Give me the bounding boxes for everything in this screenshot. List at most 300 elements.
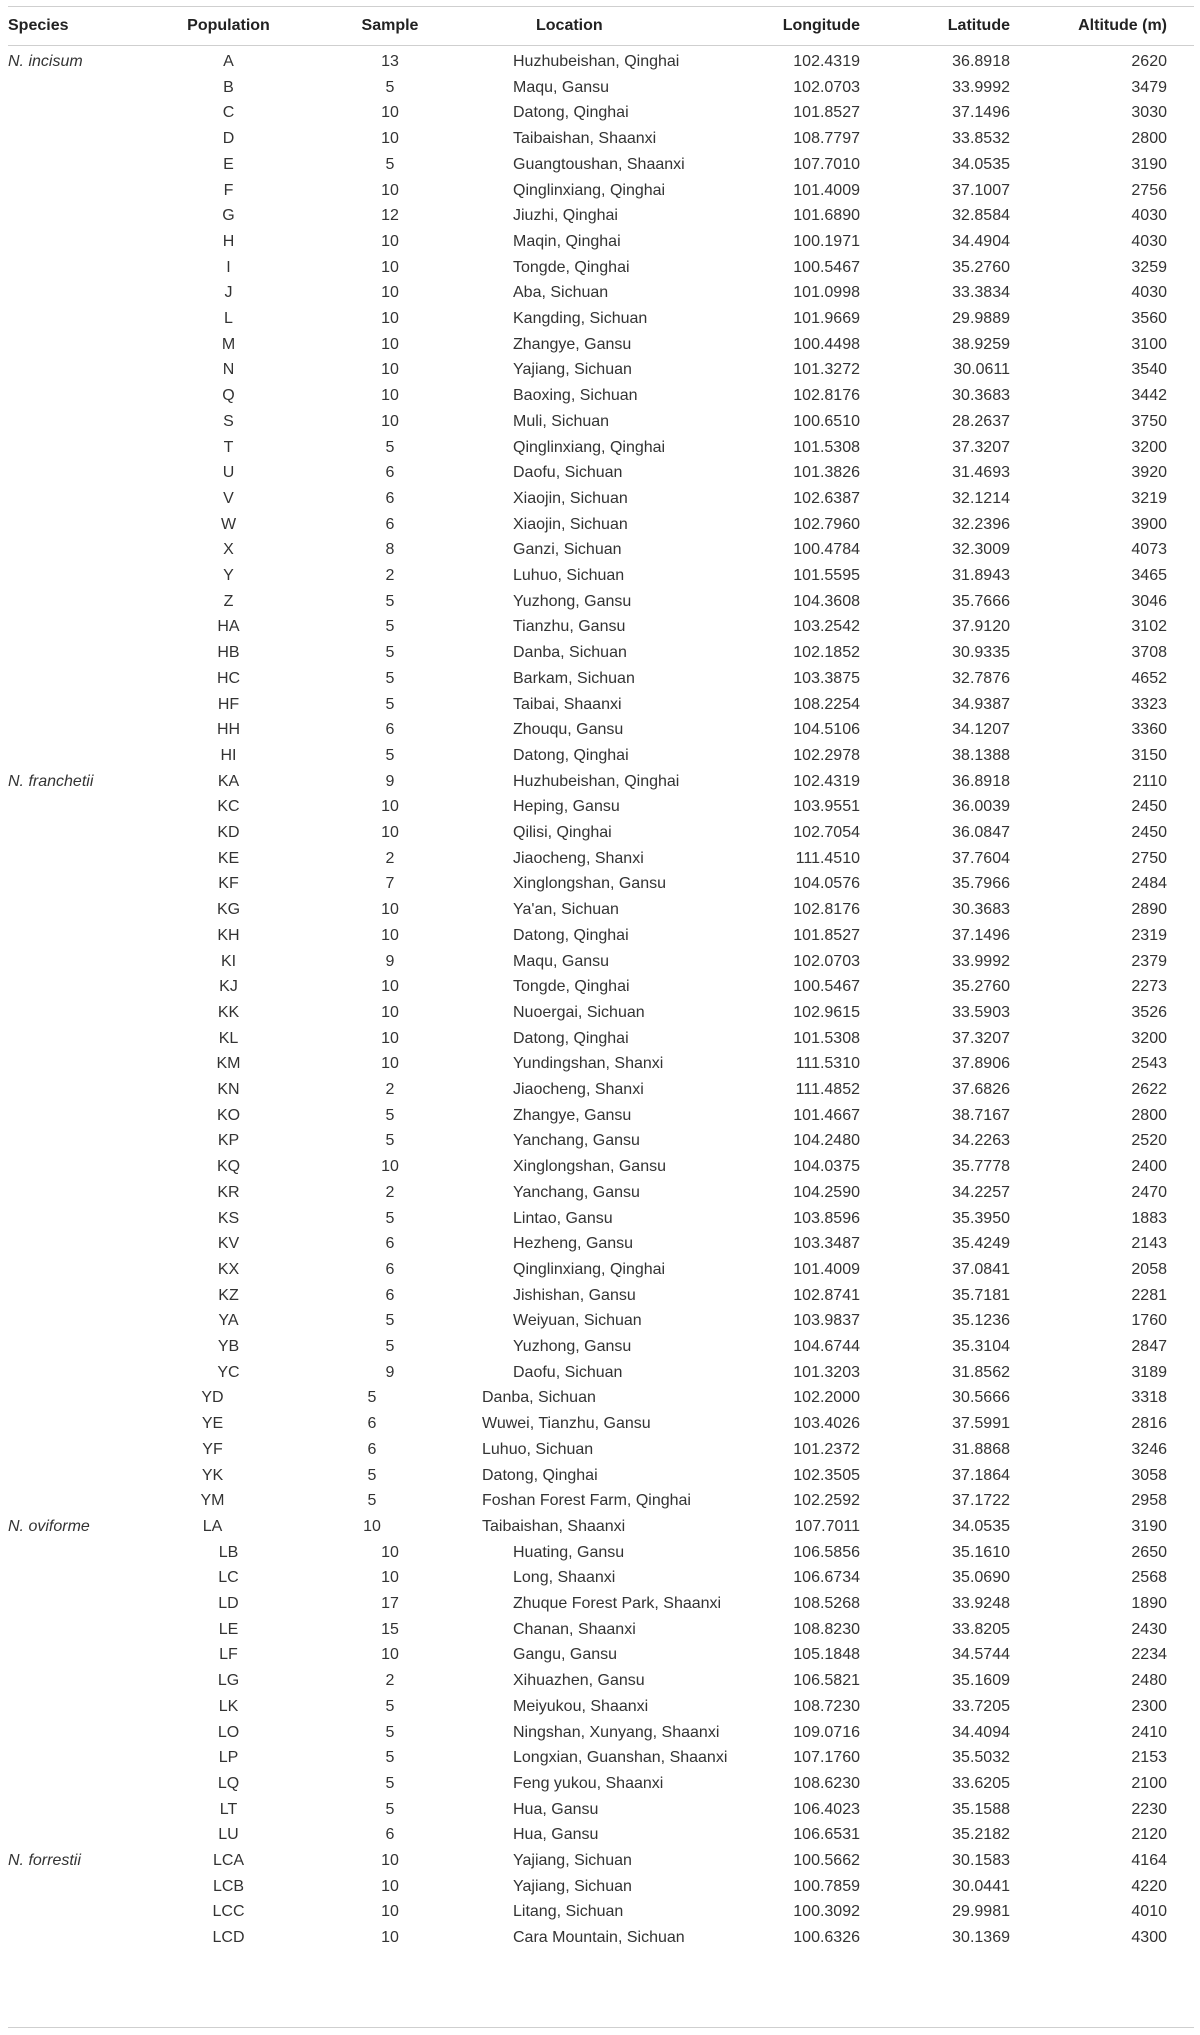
location-cell: Huzhubeishan, Qinghai [513, 772, 680, 790]
latitude-cell: 29.9981 [952, 1903, 1010, 1921]
sample-cell: 5 [385, 1723, 395, 1741]
latitude-cell: 37.1864 [952, 1466, 1010, 1484]
latitude-cell: 34.4094 [952, 1723, 1010, 1741]
table-row [0, 973, 1200, 1000]
longitude-cell: 101.8527 [793, 104, 860, 122]
table-row [0, 1487, 1200, 1514]
location-cell: Jiuzhi, Qinghai [513, 207, 618, 225]
table-row [0, 1307, 1200, 1334]
altitude-cell: 2480 [1131, 1672, 1167, 1690]
population-cell: KR [217, 1183, 240, 1201]
altitude-cell: 4652 [1131, 669, 1167, 687]
latitude-cell: 30.5666 [952, 1389, 1010, 1407]
location-cell: Heping, Gansu [513, 798, 620, 816]
table-row [0, 948, 1200, 975]
latitude-cell: 37.1496 [952, 926, 1010, 944]
header-longitude: Longitude [782, 17, 860, 34]
altitude-cell: 3323 [1131, 695, 1167, 713]
altitude-cell: 3708 [1131, 644, 1167, 662]
altitude-cell: 3100 [1131, 335, 1167, 353]
latitude-cell: 38.9259 [952, 335, 1010, 353]
longitude-cell: 108.2254 [793, 695, 860, 713]
location-cell: Xinglongshan, Gansu [513, 1158, 666, 1176]
population-cell: KV [217, 1235, 240, 1253]
longitude-cell: 100.4498 [793, 335, 860, 353]
sample-cell: 10 [381, 1158, 399, 1176]
population-cell: LT [219, 1800, 238, 1818]
table-row [0, 459, 1200, 486]
population-cell: M [221, 335, 236, 353]
latitude-cell: 31.8562 [952, 1363, 1010, 1381]
longitude-cell: 102.9615 [793, 1003, 860, 1021]
longitude-cell: 102.6387 [793, 489, 860, 507]
altitude-cell: 4030 [1131, 207, 1167, 225]
longitude-cell: 101.6890 [793, 207, 860, 225]
location-cell: Xiaojin, Sichuan [513, 515, 628, 533]
longitude-cell: 101.5308 [793, 438, 860, 456]
latitude-cell: 31.4693 [952, 464, 1010, 482]
latitude-cell: 33.7205 [952, 1697, 1010, 1715]
population-cell: J [224, 284, 233, 302]
location-cell: Guangtoushan, Shaanxi [513, 155, 685, 173]
population-cell: Z [223, 592, 234, 610]
table-row [0, 1384, 1200, 1411]
altitude-cell: 2756 [1131, 181, 1167, 199]
population-cell: KA [217, 772, 240, 790]
latitude-cell: 37.3207 [952, 438, 1010, 456]
sample-cell: 2 [385, 1081, 395, 1098]
latitude-cell: 35.7666 [952, 592, 1010, 610]
latitude-cell: 36.0039 [952, 798, 1010, 816]
location-cell: Taibai, Shaanxi [513, 695, 622, 713]
location-cell: Ganzi, Sichuan [513, 541, 622, 559]
sample-cell: 10 [381, 1877, 399, 1895]
altitude-cell: 2800 [1131, 130, 1167, 148]
altitude-cell: 2120 [1131, 1826, 1167, 1844]
latitude-cell: 35.1609 [952, 1672, 1010, 1690]
sample-cell: 10 [381, 1543, 399, 1561]
sample-cell: 10 [381, 1029, 399, 1047]
longitude-cell: 101.5308 [793, 1029, 860, 1047]
location-cell: Maqin, Qinghai [513, 232, 621, 250]
longitude-cell: 102.1852 [793, 644, 860, 662]
location-cell: Hua, Gansu [513, 1826, 599, 1844]
longitude-cell: 108.7797 [793, 130, 860, 148]
location-cell: Weiyuan, Sichuan [513, 1312, 642, 1330]
location-cell: Meiyukou, Shaanxi [513, 1697, 649, 1715]
altitude-cell: 3540 [1131, 361, 1167, 379]
longitude-cell: 100.5467 [793, 978, 860, 996]
latitude-cell: 38.7167 [952, 1106, 1010, 1124]
population-cell: KL [218, 1029, 239, 1047]
table-row [0, 408, 1200, 435]
longitude-cell: 111.5310 [795, 1055, 860, 1073]
altitude-cell: 3200 [1131, 438, 1167, 456]
location-cell: Muli, Sichuan [513, 412, 610, 430]
sample-cell: 2 [385, 1183, 395, 1201]
table-row [0, 125, 1200, 152]
location-cell: Zhouqu, Gansu [513, 721, 624, 739]
latitude-cell: 32.3009 [952, 541, 1010, 559]
altitude-cell: 3102 [1131, 618, 1167, 636]
population-cell: HB [217, 644, 240, 662]
altitude-cell: 1890 [1131, 1595, 1167, 1612]
sample-cell: 6 [385, 1286, 395, 1304]
location-cell: Datong, Qinghai [513, 104, 629, 122]
table-row [0, 1898, 1200, 1925]
location-cell: Jiaocheng, Shanxi [513, 1081, 644, 1098]
location-cell: Foshan Forest Farm, Qinghai [482, 1492, 691, 1510]
latitude-cell: 35.1236 [952, 1312, 1010, 1330]
longitude-cell: 106.5821 [793, 1672, 860, 1690]
latitude-cell: 34.0535 [952, 1517, 1010, 1535]
altitude-cell: 2230 [1131, 1800, 1167, 1818]
latitude-cell: 38.1388 [952, 746, 1010, 764]
longitude-cell: 106.5856 [793, 1543, 860, 1561]
altitude-cell: 3360 [1131, 721, 1167, 739]
table-row [0, 588, 1200, 615]
table-row [0, 1256, 1200, 1283]
population-cell: YB [217, 1338, 240, 1355]
sample-cell: 10 [381, 1903, 399, 1921]
sample-cell: 9 [385, 772, 395, 790]
population-cell: N [222, 361, 235, 379]
population-cell: KN [217, 1081, 240, 1098]
table-row [0, 1436, 1200, 1463]
location-cell: Zhangye, Gansu [513, 335, 632, 353]
population-cell: YM [200, 1492, 225, 1510]
location-cell: Luhuo, Sichuan [513, 567, 625, 584]
longitude-cell: 102.8741 [793, 1286, 860, 1304]
table-row [0, 1616, 1200, 1643]
latitude-cell: 35.2760 [952, 978, 1010, 996]
location-cell: Wuwei, Tianzhu, Gansu [482, 1415, 651, 1433]
table-row [0, 1924, 1200, 1951]
population-cell: A [223, 53, 234, 70]
sample-cell: 10 [381, 181, 399, 199]
longitude-cell: 107.1760 [793, 1749, 860, 1767]
sample-cell: 10 [381, 798, 399, 816]
location-cell: Xinglongshan, Gansu [513, 875, 666, 893]
location-cell: Yajiang, Sichuan [513, 1852, 632, 1869]
altitude-cell: 2110 [1132, 772, 1167, 790]
altitude-cell: 2450 [1131, 798, 1167, 816]
location-cell: Zhuque Forest Park, Shaanxi [513, 1595, 722, 1612]
population-cell: C [222, 104, 235, 122]
table-row [0, 1667, 1200, 1694]
sample-cell: 5 [385, 1338, 395, 1355]
population-cell: KF [218, 875, 239, 893]
latitude-cell: 35.3950 [952, 1209, 1010, 1227]
sample-cell: 8 [385, 541, 395, 559]
latitude-cell: 30.0441 [952, 1877, 1010, 1895]
table-row [0, 1153, 1200, 1180]
altitude-cell: 3190 [1131, 155, 1167, 173]
longitude-cell: 104.3608 [793, 592, 860, 610]
latitude-cell: 34.0535 [952, 155, 1010, 173]
table-row [0, 1693, 1200, 1720]
latitude-cell: 35.7181 [952, 1286, 1010, 1304]
table-row [0, 1462, 1200, 1489]
header-altitude: Altitude (m) [1078, 17, 1167, 34]
location-cell: Danba, Sichuan [482, 1389, 596, 1407]
table-row [0, 202, 1200, 229]
longitude-cell: 102.0703 [793, 952, 860, 970]
latitude-cell: 33.8205 [952, 1620, 1010, 1638]
location-cell: Taibaishan, Shaanxi [513, 130, 657, 148]
latitude-cell: 37.7604 [952, 849, 1010, 867]
latitude-cell: 33.6205 [952, 1774, 1010, 1792]
longitude-cell: 103.3487 [793, 1235, 860, 1253]
location-cell: Tongde, Qinghai [513, 258, 630, 276]
altitude-cell: 2484 [1131, 875, 1167, 893]
table-row [0, 1641, 1200, 1668]
table-row [0, 870, 1200, 897]
altitude-cell: 4300 [1131, 1929, 1167, 1947]
altitude-cell: 3189 [1131, 1363, 1167, 1381]
longitude-cell: 104.6744 [793, 1338, 860, 1355]
latitude-cell: 35.2760 [952, 258, 1010, 276]
table-row [0, 536, 1200, 563]
location-cell: Huzhubeishan, Qinghai [513, 53, 680, 70]
latitude-cell: 35.7778 [952, 1158, 1010, 1176]
population-cell: LE [218, 1620, 239, 1638]
location-cell: Gangu, Gansu [513, 1646, 618, 1664]
longitude-cell: 102.7960 [793, 515, 860, 533]
sample-cell: 10 [381, 1055, 399, 1073]
location-cell: Xihuazhen, Gansu [513, 1672, 645, 1690]
sample-cell: 5 [385, 1209, 395, 1227]
sample-cell: 10 [381, 926, 399, 944]
table-row [0, 1359, 1200, 1386]
table-row [0, 1590, 1200, 1617]
table-row [0, 1205, 1200, 1232]
sample-cell: 5 [385, 592, 395, 610]
sample-cell: 10 [381, 901, 399, 919]
latitude-cell: 32.2396 [952, 515, 1010, 533]
table-row [0, 768, 1200, 795]
longitude-cell: 100.4784 [793, 541, 860, 559]
latitude-cell: 37.1722 [952, 1492, 1010, 1510]
location-cell: Yuzhong, Gansu [513, 592, 632, 610]
latitude-cell: 37.1496 [952, 104, 1010, 122]
sample-cell: 5 [385, 78, 395, 96]
latitude-cell: 30.1369 [952, 1929, 1010, 1947]
sample-cell: 5 [385, 1800, 395, 1818]
altitude-cell: 1760 [1131, 1312, 1167, 1330]
species-cell: N. franchetii [8, 772, 94, 790]
altitude-cell: 2800 [1131, 1106, 1167, 1124]
header-species: Species [8, 17, 69, 34]
altitude-cell: 2143 [1131, 1235, 1167, 1253]
table-row [0, 1050, 1200, 1077]
sample-cell: 5 [385, 438, 395, 456]
table-row [0, 1770, 1200, 1797]
location-cell: Nuoergai, Sichuan [513, 1003, 645, 1021]
table-row [0, 1821, 1200, 1848]
population-cell: D [222, 130, 235, 148]
longitude-cell: 106.4023 [793, 1800, 860, 1818]
altitude-cell: 2281 [1131, 1286, 1167, 1304]
table-row [0, 228, 1200, 255]
longitude-cell: 109.0716 [793, 1723, 860, 1741]
location-cell: Qinglinxiang, Qinghai [513, 1260, 666, 1278]
location-cell: Long, Shaanxi [513, 1569, 616, 1587]
sample-cell: 9 [385, 952, 395, 970]
sample-cell: 10 [381, 130, 399, 148]
location-cell: Yundingshan, Shanxi [513, 1055, 664, 1073]
sample-cell: 10 [381, 1929, 399, 1947]
sample-cell: 2 [385, 1672, 395, 1690]
location-cell: Tianzhu, Gansu [513, 618, 626, 636]
latitude-cell: 30.1583 [952, 1852, 1010, 1869]
longitude-cell: 105.1848 [793, 1646, 860, 1664]
altitude-cell: 2153 [1131, 1749, 1167, 1767]
altitude-cell: 2847 [1131, 1338, 1167, 1355]
population-cell: Y [223, 567, 234, 584]
altitude-cell: 4164 [1131, 1852, 1167, 1869]
population-cell: YD [201, 1389, 224, 1407]
altitude-cell: 2650 [1131, 1543, 1167, 1561]
table-row [0, 1513, 1200, 1540]
location-cell: Qinglinxiang, Qinghai [513, 438, 666, 456]
location-cell: Longxian, Guanshan, Shaanxi [513, 1749, 728, 1767]
table-row [0, 1102, 1200, 1129]
location-cell: Hua, Gansu [513, 1800, 599, 1818]
population-cell: LF [219, 1646, 238, 1664]
population-cell: H [222, 232, 235, 250]
sample-cell: 2 [385, 849, 395, 867]
longitude-cell: 103.9551 [793, 798, 860, 816]
population-cell: LU [218, 1826, 239, 1844]
altitude-cell: 3030 [1131, 104, 1167, 122]
altitude-cell: 3442 [1131, 387, 1167, 405]
altitude-cell: 2273 [1131, 978, 1167, 996]
population-cell: I [226, 258, 231, 276]
sample-cell: 10 [381, 1852, 399, 1869]
table-row [0, 922, 1200, 949]
table-row [0, 485, 1200, 512]
header-population: Population [187, 17, 270, 34]
longitude-cell: 102.4319 [793, 772, 860, 790]
longitude-cell: 108.8230 [793, 1620, 860, 1638]
table-row [0, 1873, 1200, 1900]
population-cell: X [223, 541, 234, 559]
table-row [0, 716, 1200, 743]
latitude-cell: 35.7966 [952, 875, 1010, 893]
altitude-cell: 4030 [1131, 232, 1167, 250]
population-cell: S [223, 412, 234, 430]
population-cell: KH [217, 926, 240, 944]
population-cell: YK [201, 1466, 224, 1484]
location-cell: Maqu, Gansu [513, 78, 610, 96]
location-cell: Yanchang, Gansu [513, 1132, 640, 1150]
sample-cell: 10 [381, 335, 399, 353]
longitude-cell: 107.7011 [794, 1517, 860, 1535]
longitude-cell: 104.0375 [793, 1158, 860, 1176]
sample-cell: 5 [385, 669, 395, 687]
altitude-cell: 2520 [1131, 1132, 1167, 1150]
latitude-cell: 35.1588 [952, 1800, 1010, 1818]
longitude-cell: 102.2000 [793, 1389, 860, 1407]
location-cell: Chanan, Shaanxi [513, 1620, 636, 1638]
location-cell: Yajiang, Sichuan [513, 361, 632, 379]
latitude-cell: 29.9889 [952, 310, 1010, 327]
population-cell: G [222, 207, 235, 225]
population-cell: KK [217, 1003, 240, 1021]
longitude-cell: 106.6734 [793, 1569, 860, 1587]
altitude-cell: 3058 [1131, 1466, 1167, 1484]
population-cell: LO [217, 1723, 240, 1741]
table-row [0, 1179, 1200, 1206]
table-row [0, 562, 1200, 589]
sample-cell: 13 [381, 53, 399, 70]
sample-cell: 15 [381, 1620, 399, 1638]
longitude-cell: 111.4852 [795, 1081, 860, 1098]
altitude-cell: 2958 [1131, 1492, 1167, 1510]
table-row [0, 1127, 1200, 1154]
altitude-cell: 3259 [1131, 258, 1167, 276]
population-cell: LA [202, 1517, 223, 1535]
sample-cell: 10 [381, 284, 399, 302]
table-row [0, 1796, 1200, 1823]
table-row [0, 742, 1200, 769]
population-cell: KE [217, 849, 240, 867]
location-cell: Aba, Sichuan [513, 284, 609, 302]
longitude-cell: 102.2592 [793, 1492, 860, 1510]
population-cell: T [223, 438, 234, 456]
altitude-cell: 2568 [1131, 1569, 1167, 1587]
altitude-cell: 2410 [1131, 1723, 1167, 1741]
altitude-cell: 3920 [1131, 464, 1167, 482]
latitude-cell: 32.7876 [952, 669, 1010, 687]
location-cell: Cara Mountain, Sichuan [513, 1929, 685, 1947]
species-cell: N. incisum [8, 53, 83, 70]
altitude-cell: 3560 [1131, 310, 1167, 327]
sample-cell: 10 [381, 258, 399, 276]
header-location: Location [536, 17, 603, 34]
table-row [0, 691, 1200, 718]
population-cell: LQ [217, 1774, 240, 1792]
altitude-cell: 3900 [1131, 515, 1167, 533]
sample-cell: 5 [385, 746, 395, 764]
population-cell: LCC [212, 1903, 245, 1921]
table-row [0, 845, 1200, 872]
longitude-cell: 101.3826 [793, 464, 860, 482]
location-cell: Yajiang, Sichuan [513, 1877, 632, 1895]
sample-cell: 10 [381, 1646, 399, 1664]
longitude-cell: 106.6531 [793, 1826, 860, 1844]
sample-cell: 6 [367, 1440, 377, 1458]
longitude-cell: 101.4009 [793, 1260, 860, 1278]
latitude-cell: 31.8943 [952, 567, 1010, 584]
location-cell: Jiaocheng, Shanxi [513, 849, 644, 867]
latitude-cell: 33.3834 [952, 284, 1010, 302]
species-cell: N. forrestii [8, 1852, 81, 1869]
table-row [0, 1744, 1200, 1771]
altitude-cell: 2100 [1131, 1774, 1167, 1792]
table-row [0, 382, 1200, 409]
table-row [0, 896, 1200, 923]
table-row [0, 1564, 1200, 1591]
latitude-cell: 33.9992 [952, 952, 1010, 970]
sample-cell: 5 [385, 1774, 395, 1792]
latitude-cell: 34.5744 [952, 1646, 1010, 1664]
population-cell: HC [216, 669, 241, 687]
latitude-cell: 37.5991 [952, 1415, 1010, 1433]
location-cell: Barkam, Sichuan [513, 669, 635, 687]
table-row [0, 1282, 1200, 1309]
